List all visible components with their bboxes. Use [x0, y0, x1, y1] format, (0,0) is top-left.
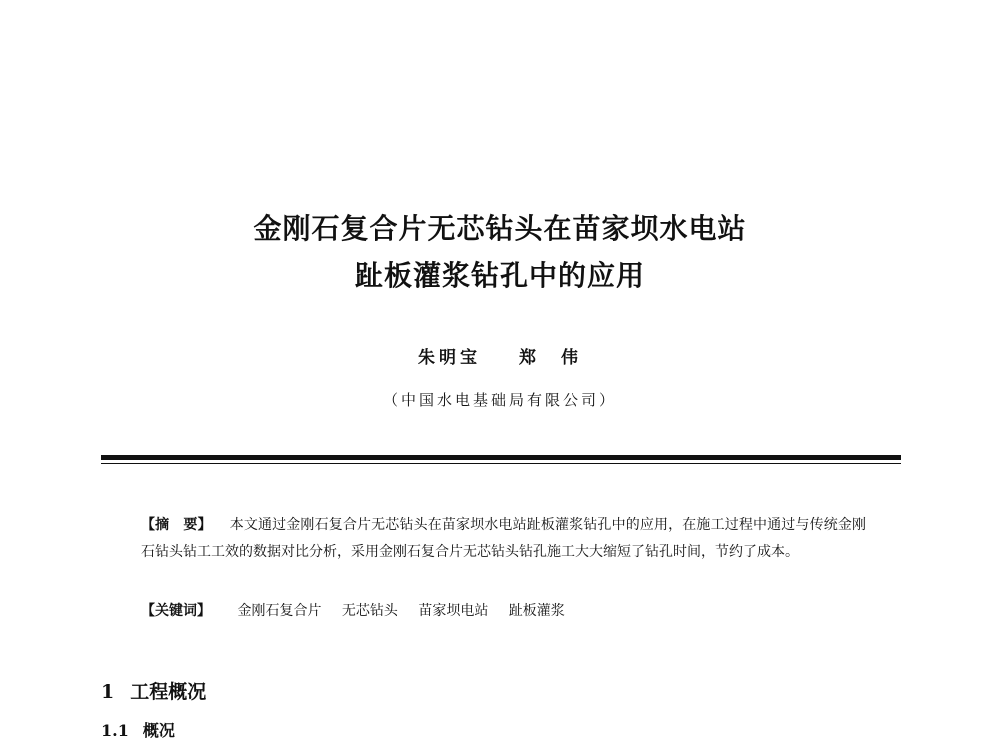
abstract	[141, 512, 866, 566]
header-divider-thick	[101, 455, 901, 460]
author-name: 郑 伟	[518, 348, 582, 368]
subsection-heading	[101, 718, 175, 741]
keyword: 苗家坝电站	[418, 603, 489, 619]
subsection-number: 1.1	[101, 721, 129, 740]
keywords-label: 【关键词】	[141, 603, 211, 619]
header-divider-thin	[101, 463, 901, 464]
keywords	[141, 600, 866, 620]
keyword: 无芯钻头	[341, 603, 398, 619]
section-number: 1	[101, 681, 115, 703]
abstract-label: 【摘 要】	[141, 517, 212, 533]
keyword: 金刚石复合片	[237, 603, 322, 619]
author-list	[0, 343, 1000, 368]
author-name: 朱明宝	[418, 348, 482, 368]
keyword: 趾板灌浆	[508, 603, 565, 619]
section-heading	[101, 677, 206, 704]
abstract-text: 本文通过金刚石复合片无芯钻头在苗家坝水电站趾板灌浆钻孔中的应用，在施工过程中通过与传统金刚石钻头钻工工效的数据对比分析，采用金刚石复合片无芯钻头钻孔施工大大缩短了钻孔时间，节约了成本。	[141, 517, 867, 560]
section-title: 工程概况	[130, 681, 207, 703]
title-line-2: 趾板灌浆钻孔中的应用	[354, 259, 645, 292]
title-line-1: 金刚石复合片无芯钻头在苗家坝水电站	[253, 212, 747, 245]
subsection-title: 概况	[142, 721, 175, 740]
affiliation: （中国水电基础局有限公司）	[382, 391, 617, 409]
